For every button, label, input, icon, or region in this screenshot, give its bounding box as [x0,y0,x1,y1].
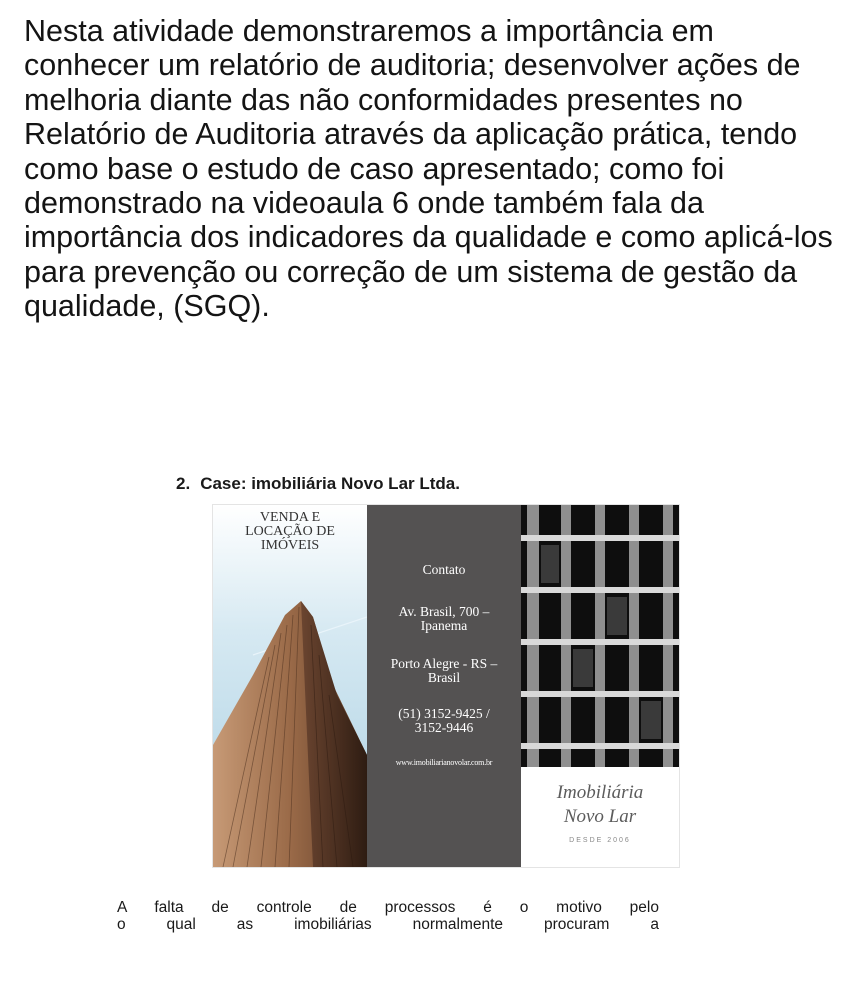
brand-name-line-1: Imobiliária [556,782,644,803]
contact-phones [371,707,517,735]
bottom-line-1: A falta de controle de processos é o motivo pelo [117,899,659,916]
brand-name [521,781,679,829]
intro-paragraph: Nesta atividade demonstraremos a importância em conhecer um relatório de auditoria; desenvolver ações de melhoria diante das não conformidades presentes no Relatório de Auditoria através da aplicação prática, tendo como base o estudo de caso apresentado; como foi demonstrado na videoaula 6 onde também fala da importância dos indicadores da qualidade e como aplicá-los para prevenção ou correção de um sistema de gestão da qualidade, (SGQ). [24,14,833,324]
flyer-left-title [213,511,367,553]
left-title-line-2: LOCAÇÃO DE [245,524,335,539]
flyer-left-panel [213,505,367,867]
address-line-1: Av. Brasil, 700 – [398,604,490,619]
contact-address [371,605,517,633]
real-estate-flyer-image [213,505,679,867]
brand-since: DESDE 2006 [569,837,631,844]
bottom-line-2: o qual as imobiliárias normalmente procuram a [117,916,659,933]
left-title-line-3: IMÓVEIS [260,538,320,553]
building-facade-photo [521,505,679,767]
flyer-contact-panel [367,505,521,867]
case-heading [176,474,460,494]
contact-city [371,657,517,685]
city-line-1: Porto Alegre - RS – [390,656,498,671]
brand-name-line-2: Novo Lar [563,806,637,827]
contact-label: Contato [422,562,466,577]
phone-line-2: 3152-9446 [414,720,474,735]
flyer-right-panel [521,505,679,867]
address-line-2: Ipanema [420,618,468,633]
case-heading-title: Case: imobiliária Novo Lar Ltda. [200,474,460,493]
city-line-2: Brasil [427,670,461,685]
phone-line-1: (51) 3152-9425 / [398,706,490,721]
case-heading-number: 2. [176,474,191,493]
contact-website: www.imobiliarianovolar.com.br [395,758,493,767]
bottom-paragraph [117,899,659,933]
left-title-line-1: VENDA E [259,510,321,525]
skyscraper-photo [213,505,367,867]
brand-box [521,767,679,867]
